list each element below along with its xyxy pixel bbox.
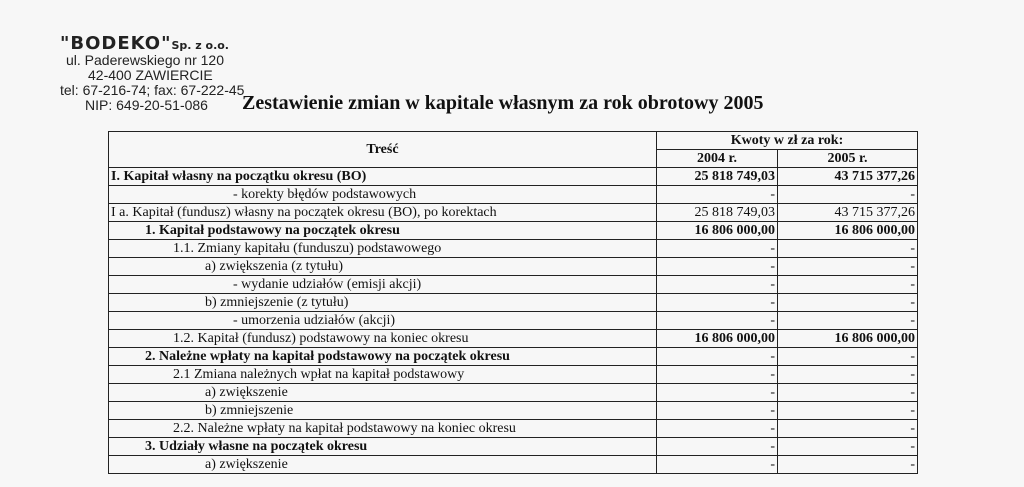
company-contact: tel: 67-216-74; fax: 67-222-45 xyxy=(60,82,245,98)
value-2005: 16 806 000,00 xyxy=(778,330,918,348)
value-2004: - xyxy=(657,276,778,294)
row-label: - umorzenia udziałów (akcji) xyxy=(109,312,657,330)
value-2004: - xyxy=(657,456,778,474)
table-row xyxy=(109,294,918,312)
value-2005: - xyxy=(778,456,918,474)
table-row xyxy=(109,456,918,474)
value-2004: 25 818 749,03 xyxy=(657,168,778,186)
table-row xyxy=(109,240,918,258)
row-label: b) zmniejszenie xyxy=(109,402,657,420)
row-label: a) zwiększenie xyxy=(109,456,657,474)
table-row xyxy=(109,366,918,384)
header-year-2005: 2005 r. xyxy=(778,150,918,168)
value-2005: - xyxy=(778,240,918,258)
row-label: - korekty błędów podstawowych xyxy=(109,186,657,204)
value-2005: - xyxy=(778,186,918,204)
value-2004: - xyxy=(657,240,778,258)
value-2005: - xyxy=(778,402,918,420)
value-2005: 43 715 377,26 xyxy=(778,204,918,222)
value-2004: - xyxy=(657,312,778,330)
value-2005: - xyxy=(778,366,918,384)
company-street: ul. Paderewskiego nr 120 xyxy=(66,52,224,68)
value-2004: - xyxy=(657,186,778,204)
table-row xyxy=(109,438,918,456)
value-2005: - xyxy=(778,294,918,312)
row-label: b) zmniejszenie (z tytułu) xyxy=(109,294,657,312)
value-2004: - xyxy=(657,402,778,420)
company-header xyxy=(60,33,245,113)
row-label: 2. Należne wpłaty na kapitał podstawowy na początek okresu xyxy=(109,348,657,366)
value-2005: - xyxy=(778,312,918,330)
table-row xyxy=(109,204,918,222)
document-title: Zestawienie zmian w kapitale własnym za rok obrotowy 2005 xyxy=(242,92,764,114)
header-kwoty: Kwoty w zł za rok: xyxy=(657,132,918,150)
row-label: - wydanie udziałów (emisji akcji) xyxy=(109,276,657,294)
table-row xyxy=(109,384,918,402)
table-row xyxy=(109,276,918,294)
value-2004: - xyxy=(657,384,778,402)
table-row xyxy=(109,348,918,366)
row-label: a) zwiększenie xyxy=(109,384,657,402)
table-row xyxy=(109,420,918,438)
equity-changes-table xyxy=(108,131,918,474)
table-row xyxy=(109,312,918,330)
value-2004: 16 806 000,00 xyxy=(657,330,778,348)
value-2004: 25 818 749,03 xyxy=(657,204,778,222)
row-label: 2.2. Należne wpłaty na kapitał podstawowy na koniec okresu xyxy=(109,420,657,438)
table-header-row xyxy=(109,132,918,150)
table-row xyxy=(109,330,918,348)
value-2004: 16 806 000,00 xyxy=(657,222,778,240)
company-suffix: Sp. z o.o. xyxy=(171,39,229,52)
value-2005: - xyxy=(778,276,918,294)
value-2004: - xyxy=(657,420,778,438)
table-row xyxy=(109,222,918,240)
value-2004: - xyxy=(657,258,778,276)
table-row xyxy=(109,258,918,276)
row-label: 1.1. Zmiany kapitału (funduszu) podstawowego xyxy=(109,240,657,258)
value-2004: - xyxy=(657,438,778,456)
value-2004: - xyxy=(657,294,778,312)
row-label: 1.2. Kapitał (fundusz) podstawowy na koniec okresu xyxy=(109,330,657,348)
value-2005: - xyxy=(778,384,918,402)
value-2005: - xyxy=(778,438,918,456)
row-label: 2.1 Zmiana należnych wpłat na kapitał podstawowy xyxy=(109,366,657,384)
value-2005: - xyxy=(778,348,918,366)
company-name: "BODEKO" xyxy=(60,33,172,54)
table-row xyxy=(109,168,918,186)
header-year-2004: 2004 r. xyxy=(657,150,778,168)
value-2005: - xyxy=(778,258,918,276)
value-2004: - xyxy=(657,348,778,366)
company-nip: NIP: 649-20-51-086 xyxy=(85,97,208,113)
row-label: 3. Udziały własne na początek okresu xyxy=(109,438,657,456)
value-2004: - xyxy=(657,366,778,384)
company-name-line xyxy=(60,33,244,54)
header-tresc: Treść xyxy=(109,132,657,168)
value-2005: - xyxy=(778,420,918,438)
table-row xyxy=(109,186,918,204)
value-2005: 43 715 377,26 xyxy=(778,168,918,186)
row-label: 1. Kapitał podstawowy na początek okresu xyxy=(109,222,657,240)
table-row xyxy=(109,402,918,420)
row-label: I. Kapitał własny na początku okresu (BO) xyxy=(109,168,657,186)
row-label: a) zwiększenia (z tytułu) xyxy=(109,258,657,276)
company-city: 42-400 ZAWIERCIE xyxy=(88,67,213,83)
row-label: I a. Kapitał (fundusz) własny na początek okresu (BO), po korektach xyxy=(109,204,657,222)
value-2005: 16 806 000,00 xyxy=(778,222,918,240)
